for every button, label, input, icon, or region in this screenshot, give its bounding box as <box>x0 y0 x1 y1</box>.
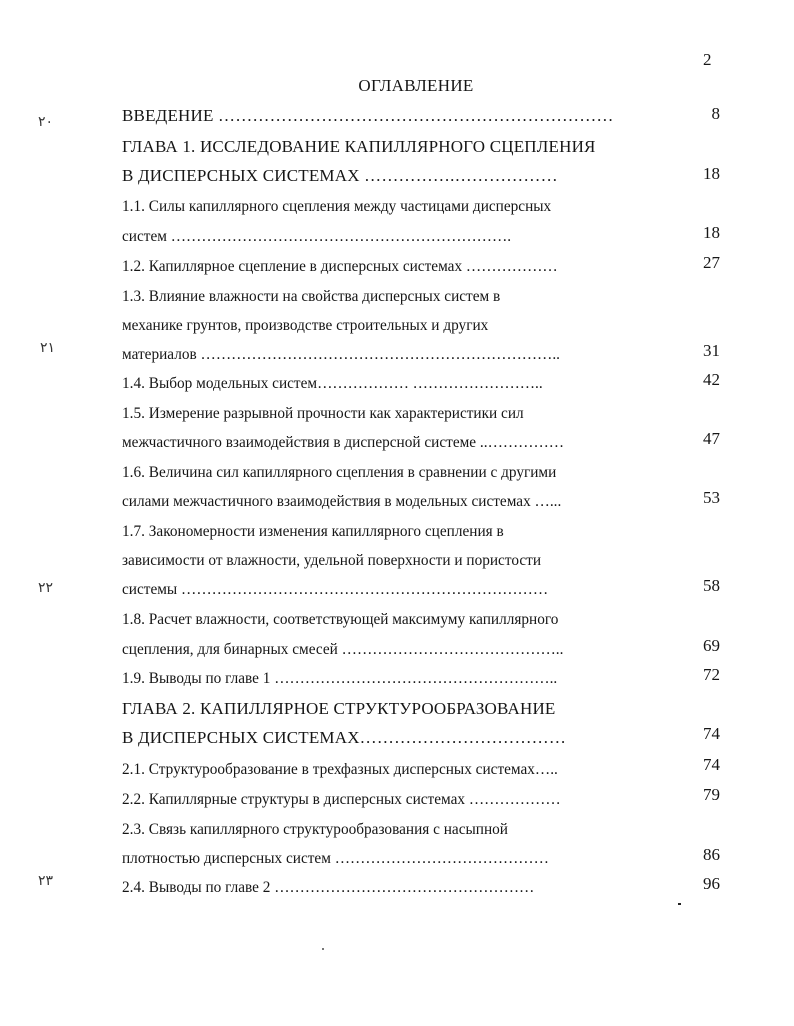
toc-s15-page: 47 <box>703 429 720 448</box>
toc-s11-line2: систем …………………………………………………………. <box>122 228 512 245</box>
toc-ch1-page: 18 <box>703 164 720 183</box>
toc-intro-page: 8 <box>711 104 720 123</box>
toc-s23-page: 86 <box>703 845 720 864</box>
toc-s16-line1: 1.6. Величина сил капиллярного сцепления в сравнении с другими <box>122 464 557 481</box>
toc-ch2-line1: ГЛАВА 2. КАПИЛЛЯРНОЕ СТРУКТУРООБРАЗОВАНИЕ <box>122 699 556 718</box>
toc-s12-page: 27 <box>703 253 720 272</box>
toc-s23-line1: 2.3. Связь капиллярного структурообразования с насыпной <box>122 821 508 838</box>
toc-s18-page: 69 <box>703 636 720 655</box>
toc-s22-line1: 2.2. Капиллярные структуры в дисперсных системах ……………… <box>122 791 561 808</box>
scan-speck <box>678 903 681 905</box>
toc-intro: ВВЕДЕНИЕ …………………………………………………………… <box>122 106 614 125</box>
toc-s11-line1: 1.1. Силы капиллярного сцепления между частицами дисперсных <box>122 198 552 215</box>
toc-s17-line3: системы ……………………………………………………………… <box>122 581 549 598</box>
toc-s17-page: 58 <box>703 576 720 595</box>
toc-s23-line2: плотностью дисперсных систем …………………………………… <box>122 850 549 867</box>
toc-s15-line1: 1.5. Измерение разрывной прочности как характеристики сил <box>122 405 524 422</box>
toc-s13-line2: механике грунтов, производстве строительных и других <box>122 317 489 334</box>
toc-s22-page: 79 <box>703 785 720 804</box>
toc-s12-line1: 1.2. Капиллярное сцепление в дисперсных системах ……………… <box>122 258 558 275</box>
margin-mark-4: ۲۳ <box>38 874 54 889</box>
margin-mark-2: ۲۱ <box>40 341 56 356</box>
toc-s24-line1: 2.4. Выводы по главе 2 …………………………………………… <box>122 879 535 896</box>
toc-s19-line1: 1.9. Выводы по главе 1 ……………………………………………….. <box>122 670 558 687</box>
toc-s17-line1: 1.7. Закономерности изменения капиллярного сцепления в <box>122 523 504 540</box>
toc-ch1-line1: ГЛАВА 1. ИССЛЕДОВАНИЕ КАПИЛЛЯРНОГО СЦЕПЛЕНИЯ <box>122 137 596 156</box>
toc-s14-page: 42 <box>703 370 720 389</box>
toc-s21-line1: 2.1. Структурообразование в трехфазных дисперсных системах….. <box>122 761 558 778</box>
toc-s14-line1: 1.4. Выбор модельных систем……………… …………………….. <box>122 375 543 392</box>
toc-s13-line3: материалов …………………………………………………………….. <box>122 346 561 363</box>
scan-speck <box>322 948 324 950</box>
toc-s13-page: 31 <box>703 341 720 360</box>
toc-s16-page: 53 <box>703 488 720 507</box>
toc-s11-page: 18 <box>703 223 720 242</box>
toc-ch2-line2: В ДИСПЕРСНЫХ СИСТЕМАХ……………………………… <box>122 728 567 747</box>
margin-mark-1: ۲۰ <box>38 115 54 130</box>
toc-s24-page: 96 <box>703 874 720 893</box>
toc-s17-line2: зависимости от влажности, удельной поверхности и пористости <box>122 552 542 569</box>
toc-s19-page: 72 <box>703 665 720 684</box>
toc-title: ОГЛАВЛЕНИЕ <box>358 76 474 95</box>
toc-s16-line2: силами межчастичного взаимодействия в модельных системах …... <box>122 493 562 510</box>
toc-ch2-page: 74 <box>703 724 720 743</box>
toc-s13-line1: 1.3. Влияние влажности на свойства дисперсных систем в <box>122 288 501 305</box>
toc-s21-page: 74 <box>703 755 720 774</box>
toc-s18-line1: 1.8. Расчет влажности, соответствующей максимуму капиллярного <box>122 611 559 628</box>
toc-s15-line2: межчастичного взаимодействия в дисперсной системе ..…………… <box>122 434 565 451</box>
margin-mark-3: ۲۲ <box>38 581 54 596</box>
page-number: 2 <box>703 50 712 69</box>
toc-s18-line2: сцепления, для бинарных смесей …………………………………….. <box>122 641 564 658</box>
toc-ch1-line2: В ДИСПЕРСНЫХ СИСТЕМАХ …………….……………… <box>122 166 558 185</box>
